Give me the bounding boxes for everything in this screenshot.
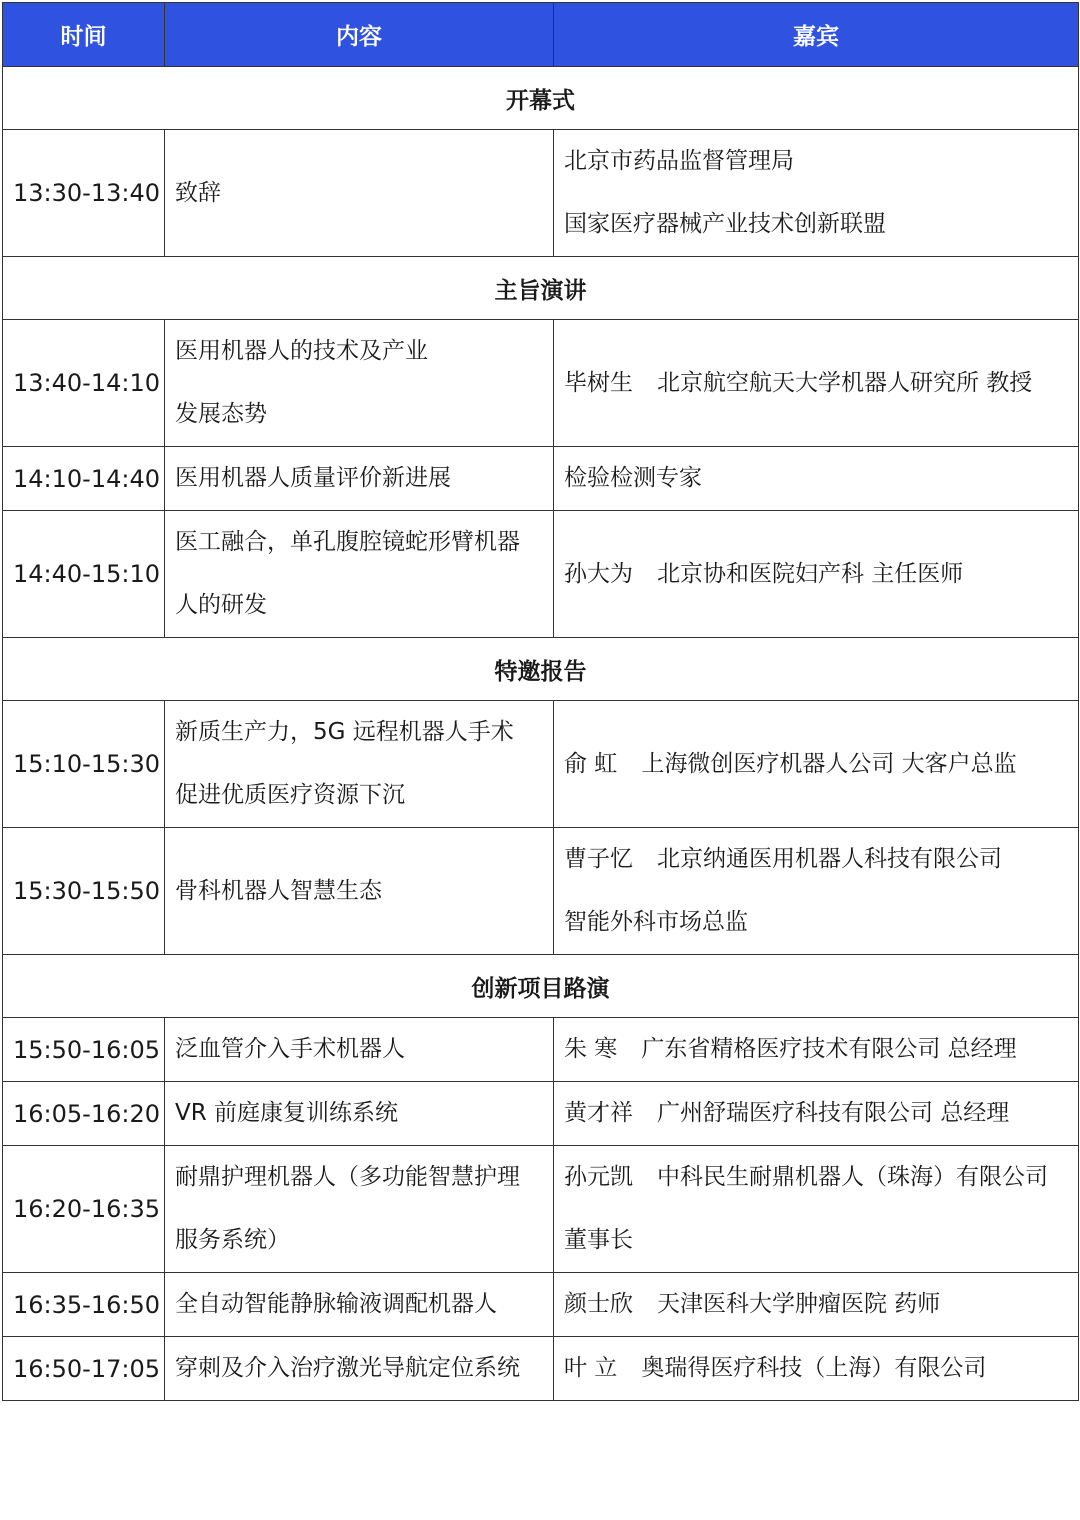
section-row (3, 67, 1079, 130)
content-line: 促进优质医疗资源下沉 (175, 782, 405, 808)
agenda-table (2, 2, 1079, 1401)
time-cell: 13:30-13:40 (3, 130, 165, 257)
content-cell (165, 511, 554, 638)
time-cell: 14:10-14:40 (3, 447, 165, 511)
content-line: 致辞 (175, 179, 221, 206)
content-cell (165, 130, 554, 257)
guest-affiliation: 国家医疗器械产业技术创新联盟 (564, 211, 886, 237)
content-line: 穿刺及介入治疗激光导航定位系统 (175, 1355, 520, 1381)
guest-name: 孙元凯 (564, 1164, 633, 1190)
guest-line (564, 447, 1068, 510)
time-cell: 16:20-16:35 (3, 1146, 165, 1273)
header-time: 时间 (3, 3, 165, 67)
time-cell: 16:35-16:50 (3, 1273, 165, 1337)
guest-affiliation: 上海微创医疗机器人公司 大客户总监 (641, 750, 1017, 777)
header-guest: 嘉宾 (554, 3, 1079, 67)
guest-line (564, 1337, 1068, 1400)
guest-cell (554, 1018, 1079, 1082)
section-title: 开幕式 (3, 67, 1079, 130)
guest-affiliation: 北京协和医院妇产科 主任医师 (657, 560, 964, 587)
content-line: 耐鼎护理机器人（多功能智慧护理 (175, 1164, 520, 1190)
agenda-row (3, 701, 1079, 828)
guest-name: 黄才祥 (564, 1100, 633, 1126)
guest-cell (554, 828, 1079, 955)
agenda-row (3, 1082, 1079, 1146)
agenda-row (3, 1337, 1079, 1401)
guest-line (564, 891, 1068, 954)
section-title: 创新项目路演 (3, 955, 1079, 1018)
guest-line (564, 1273, 1068, 1336)
guest-name: 毕树生 (564, 369, 633, 396)
guest-cell (554, 320, 1079, 447)
content-cell (165, 1082, 554, 1146)
time-cell: 16:50-17:05 (3, 1337, 165, 1401)
guest-affiliation: 广州舒瑞医疗科技有限公司 总经理 (657, 1100, 1010, 1126)
content-line: 新质生产力，5G 远程机器人手术 (175, 719, 514, 745)
content-line: 骨科机器人智慧生态 (175, 877, 382, 904)
guest-line (564, 1146, 1068, 1209)
guest-affiliation: 北京航空航天大学机器人研究所 教授 (657, 369, 1033, 396)
agenda-row (3, 1146, 1079, 1273)
content-line: 全自动智能静脉输液调配机器人 (175, 1291, 497, 1317)
section-title: 特邀报告 (3, 638, 1079, 701)
agenda-row (3, 320, 1079, 447)
guest-cell (554, 511, 1079, 638)
agenda-body (3, 67, 1079, 1401)
guest-name: 朱 寒 (564, 1036, 618, 1062)
header-content: 内容 (165, 3, 554, 67)
agenda-row (3, 828, 1079, 955)
content-cell (165, 1146, 554, 1273)
content-line: 医用机器人质量评价新进展 (175, 465, 451, 491)
guest-line (564, 828, 1068, 891)
content-line: 医用机器人的技术及产业 (175, 338, 428, 364)
agenda-row (3, 511, 1079, 638)
section-row (3, 257, 1079, 320)
guest-affiliation: 广东省精格医疗技术有限公司 总经理 (641, 1036, 1017, 1062)
guest-affiliation: 北京市药品监督管理局 (564, 148, 794, 174)
time-cell: 15:30-15:50 (3, 828, 165, 955)
guest-line (564, 1082, 1068, 1145)
content-cell (165, 1337, 554, 1401)
guest-name: 颜士欣 (564, 1291, 633, 1317)
agenda-row (3, 1018, 1079, 1082)
guest-cell (554, 1082, 1079, 1146)
guest-affiliation: 检验检测专家 (564, 465, 702, 491)
time-cell: 14:40-15:10 (3, 511, 165, 638)
guest-name: 俞 虹 (564, 750, 618, 777)
guest-line (564, 352, 1068, 415)
content-line: 泛血管介入手术机器人 (175, 1036, 405, 1062)
section-row (3, 638, 1079, 701)
content-cell (165, 447, 554, 511)
content-cell (165, 701, 554, 828)
content-cell (165, 320, 554, 447)
time-cell: 16:05-16:20 (3, 1082, 165, 1146)
time-cell: 13:40-14:10 (3, 320, 165, 447)
guest-line (564, 193, 1068, 256)
guest-name: 孙大为 (564, 560, 633, 587)
guest-cell (554, 447, 1079, 511)
guest-cell (554, 1273, 1079, 1337)
content-cell (165, 828, 554, 955)
guest-cell (554, 1146, 1079, 1273)
guest-affiliation: 北京纳通医用机器人科技有限公司 (657, 846, 1002, 872)
guest-line (564, 733, 1068, 796)
content-line: 服务系统） (175, 1227, 290, 1253)
time-cell: 15:10-15:30 (3, 701, 165, 828)
agenda-row (3, 130, 1079, 257)
guest-affiliation: 中科民生耐鼎机器人（珠海）有限公司 (657, 1164, 1048, 1190)
time-cell: 15:50-16:05 (3, 1018, 165, 1082)
content-line: 医工融合，单孔腹腔镜蛇形臂机器 (175, 529, 520, 555)
guest-affiliation: 智能外科市场总监 (564, 909, 748, 935)
guest-affiliation: 奥瑞得医疗科技（上海）有限公司 (641, 1355, 987, 1381)
guest-line (564, 1209, 1068, 1272)
agenda-row (3, 447, 1079, 511)
content-line: 发展态势 (175, 401, 267, 427)
section-row (3, 955, 1079, 1018)
content-line: VR 前庭康复训练系统 (175, 1100, 399, 1126)
guest-line (564, 1018, 1068, 1081)
section-title: 主旨演讲 (3, 257, 1079, 320)
guest-cell (554, 701, 1079, 828)
guest-cell (554, 130, 1079, 257)
agenda-row (3, 1273, 1079, 1337)
content-line: 人的研发 (175, 592, 267, 618)
guest-name: 曹子忆 (564, 846, 633, 872)
guest-name: 叶 立 (564, 1355, 618, 1381)
guest-line (564, 130, 1068, 193)
guest-line (564, 543, 1068, 606)
content-cell (165, 1018, 554, 1082)
content-cell (165, 1273, 554, 1337)
guest-affiliation: 董事长 (564, 1227, 633, 1253)
table-header-row (3, 3, 1079, 67)
guest-affiliation: 天津医科大学肿瘤医院 药师 (657, 1291, 941, 1317)
guest-cell (554, 1337, 1079, 1401)
